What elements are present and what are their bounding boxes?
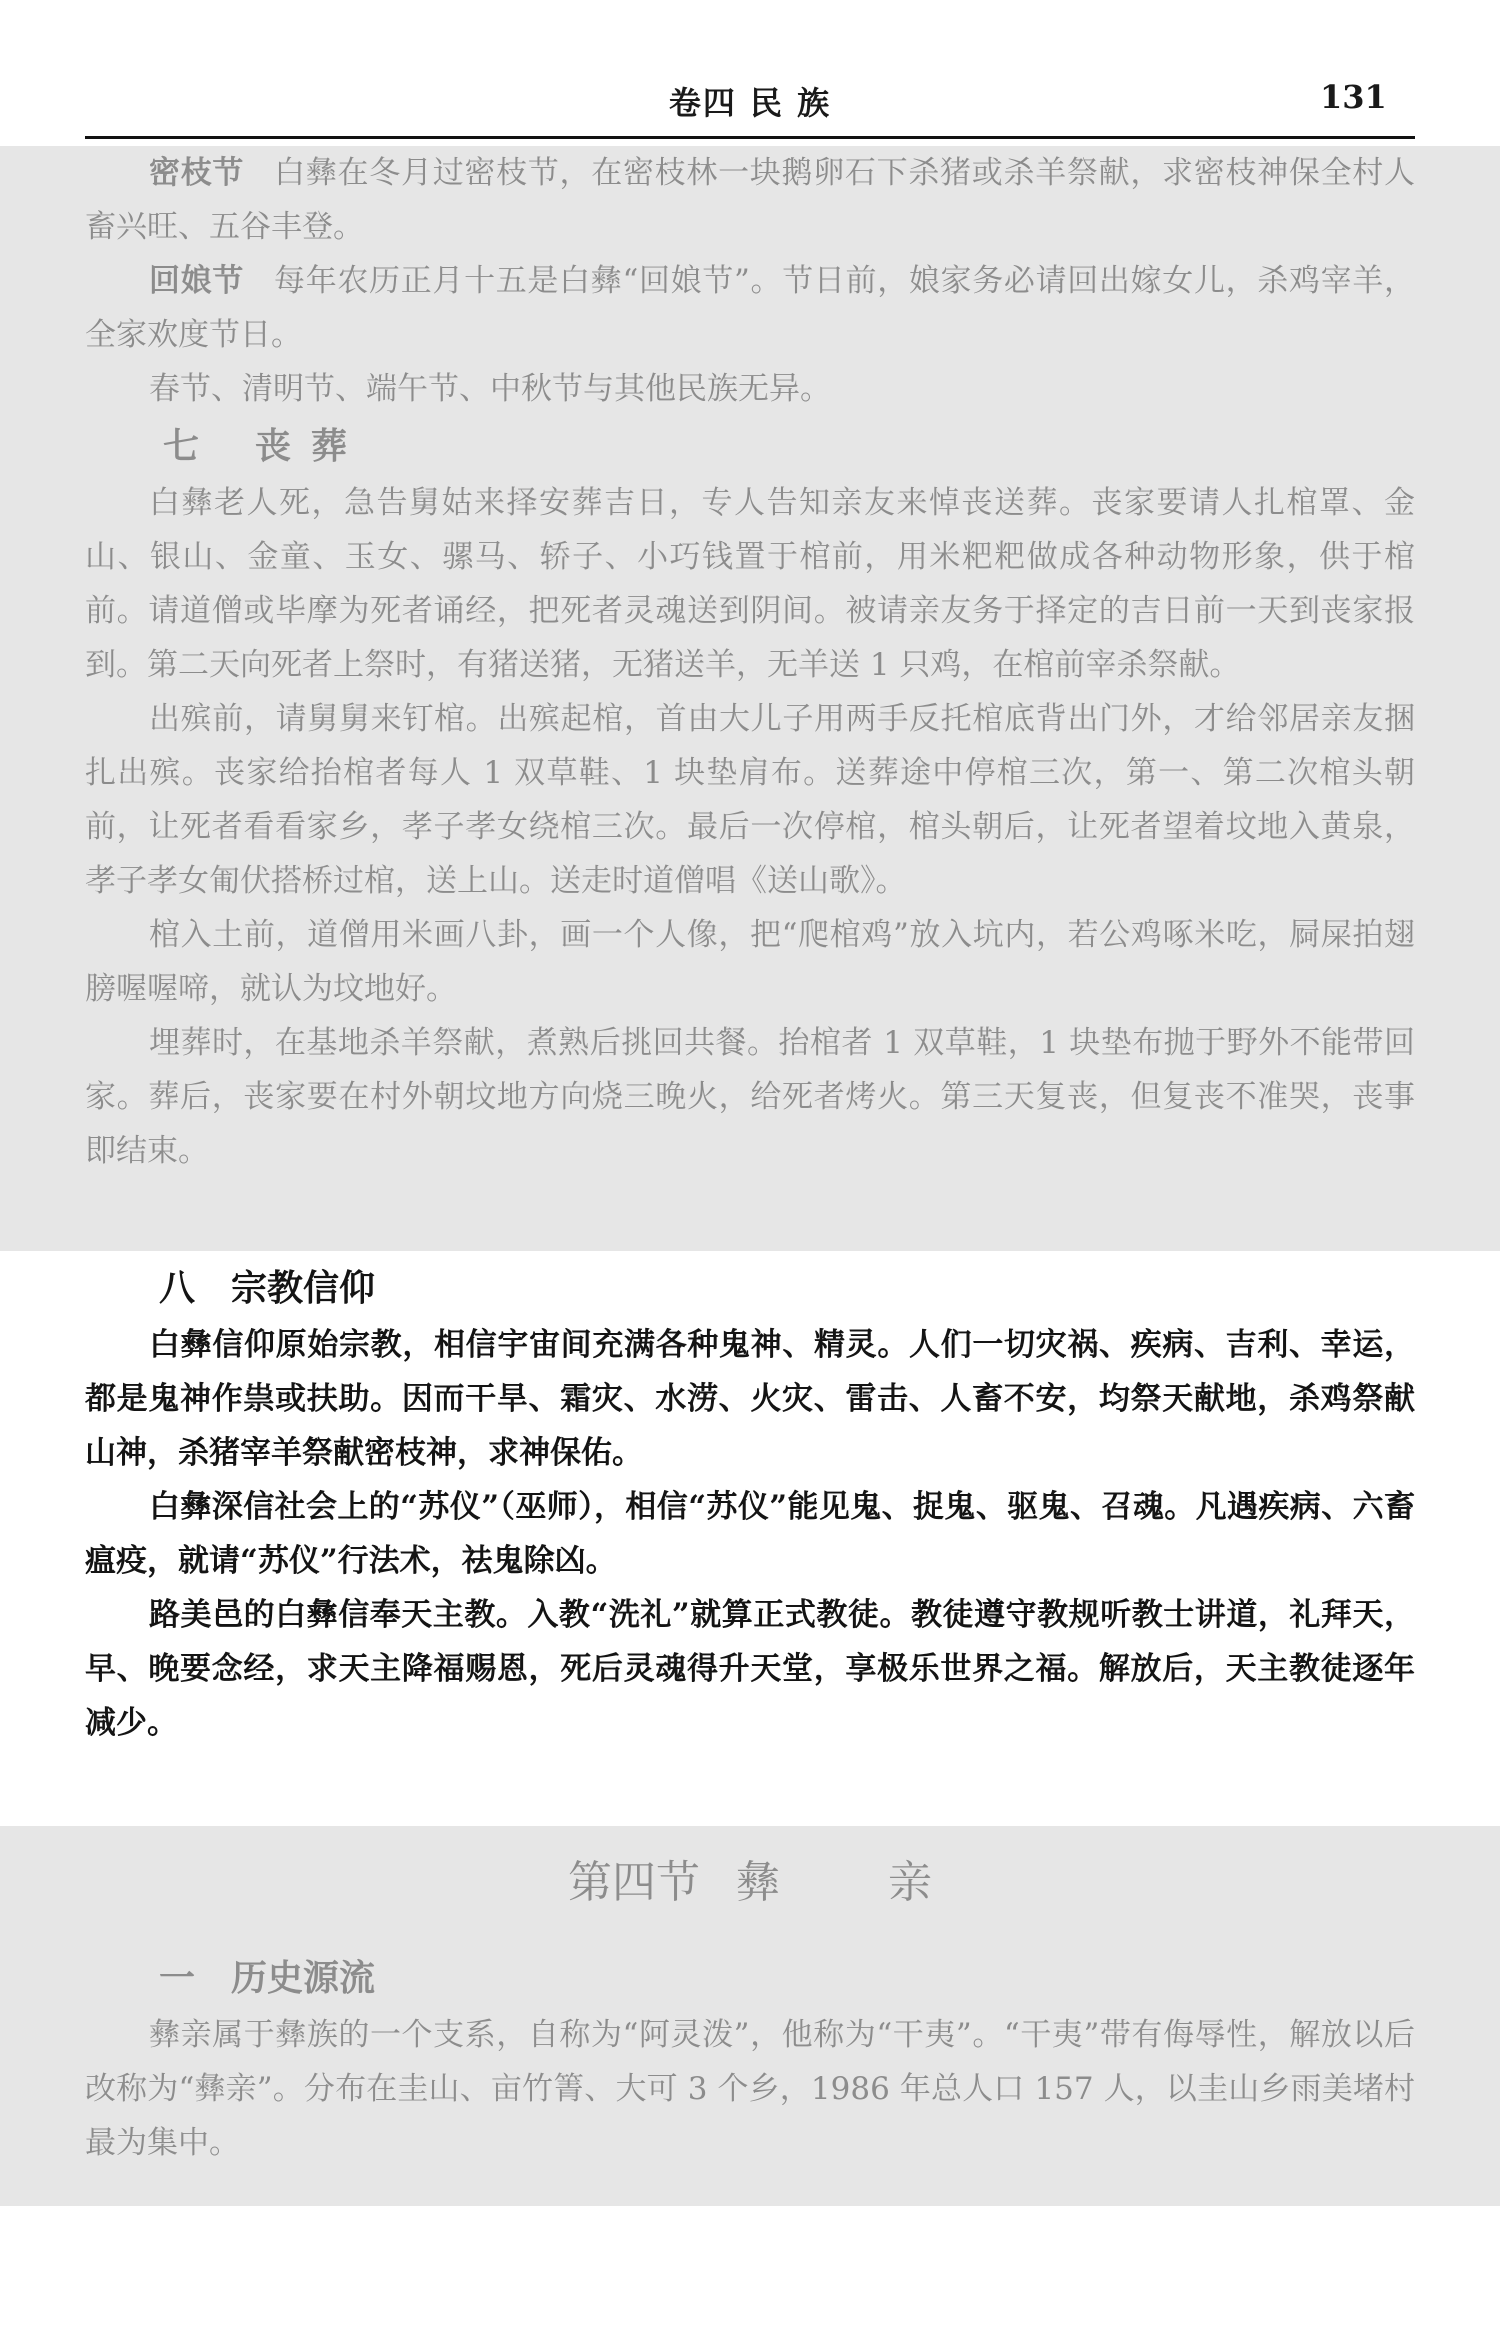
section-title (85, 1848, 1415, 1918)
block1-content (85, 146, 1415, 1178)
section-title-part-a: 第四节 (568, 1857, 700, 1908)
page-number: 131 (1320, 78, 1387, 116)
paragraph-funeral-3: 棺入土前，道僧用米画八卦，画一个人像，把“爬棺鸡”放入坑内，若公鸡啄米吃，屙屎拍翅膀喔喔啼，就认为坟地好。 (85, 917, 1415, 1007)
paragraph-huiniangjie (85, 254, 1415, 362)
heading-religion-number: 八 (159, 1267, 196, 1309)
page-header (0, 0, 1500, 140)
paragraph-history-1: 彝亲属于彝族的一个支系，自称为“阿灵泼”，他称为“干夷”。“干夷”带有侮辱性，解放以后改称为“彝亲”。分布在圭山、亩竹箐、大可 3 个乡，1986 年总人口 157 人，以圭山乡雨美堵村最为集中。 (85, 2017, 1415, 2161)
heading-history-text: 历史源流 (231, 1957, 376, 1999)
paragraph-religion-2: 白彝深信社会上的“苏仪”（巫师），相信“苏仪”能见鬼、捉鬼、驱鬼、召魂。凡遇疾病、六畜瘟疫，就请“苏仪”行法术，祛鬼除凶。 (85, 1489, 1415, 1579)
heading-religion (85, 1258, 1415, 1318)
term-miezhijie: 密枝节 (149, 155, 245, 191)
text-huiniangjie: 每年农历正月十五是白彝“回娘节”。节日前，娘家务必请回出嫁女儿，杀鸡宰羊，全家欢度节日。 (85, 263, 1415, 353)
header-rule (85, 136, 1415, 139)
section-title-part-b: 彝 (736, 1857, 780, 1908)
heading-history-number: 一 (159, 1957, 196, 1999)
paragraph-funeral-2: 出殡前，请舅舅来钉棺。出殡起棺，首由大儿子用两手反托棺底背出门外，才给邻居亲友捆扎出殡。丧家给抬棺者每人 1 双草鞋、1 块垫肩布。送葬途中停棺三次，第一、第二次棺头朝前，让死者看看家乡，孝子孝女绕棺三次。最后一次停棺，棺头朝后，让死者望着坟地入黄泉，孝子孝女匍伏搭桥过棺，送上山。送走时道僧唱《送山歌》。 (85, 701, 1415, 899)
paragraph-funeral-4: 埋葬时，在基地杀羊祭献，煮熟后挑回共餐。抬棺者 1 双草鞋，1 块垫布抛于野外不能带回家。葬后，丧家要在村外朝坟地方向烧三晚火，给死者烤火。第三天复丧，但复丧不准哭，丧事即结束。 (85, 1025, 1415, 1169)
paragraph-religion-1: 白彝信仰原始宗教，相信宇宙间充满各种鬼神、精灵。人们一切灾祸、疾病、吉利、幸运，都是鬼神作祟或扶助。因而干旱、霜灾、水涝、火灾、雷击、人畜不安，均祭天献地，杀鸡祭献山神，杀猪宰羊祭献密枝神，求神保佑。 (85, 1327, 1415, 1471)
faded-block-festivals-funeral (0, 146, 1500, 1251)
paragraph-funeral-1: 白彝老人死，急告舅姑来择安葬吉日，专人告知亲友来悼丧送葬。丧家要请人扎棺罩、金山、银山、金童、玉女、骡马、轿子、小巧钱置于棺前，用米粑粑做成各种动物形象，供于棺前。请道僧或毕摩为死者诵经，把死者灵魂送到阴间。被请亲友务于择定的吉日前一天到丧家报到。第二天向死者上祭时，有猪送猪，无猪送羊，无羊送 1 只鸡，在棺前宰杀祭献。 (85, 485, 1415, 683)
running-title: 卷四 民 族 (668, 84, 832, 122)
paragraph-other-festivals: 春节、清明节、端午节、中秋节与其他民族无异。 (149, 371, 831, 407)
paragraph-religion-3: 路美邑的白彝信奉天主教。入教“洗礼”就算正式教徒。教徒遵守教规听教士讲道，礼拜天，早、晚要念经，求天主降福赐恩，死后灵魂得升天堂，享极乐世界之福。解放后，天主教徒逐年减少。 (85, 1597, 1415, 1741)
block-religion (85, 1258, 1415, 1750)
heading-funeral-text: 丧葬 (255, 425, 368, 467)
block3-content (85, 1848, 1415, 2170)
text-miezhijie: 白彝在冬月过密枝节，在密枝林一块鹅卵石下杀猪或杀羊祭献，求密枝神保全村人畜兴旺、五谷丰登。 (85, 155, 1416, 245)
heading-history (85, 1948, 1415, 2008)
heading-funeral-number: 七 (163, 425, 220, 467)
paragraph-miezhijie (85, 146, 1415, 254)
faded-block-yiqin (0, 1826, 1500, 2206)
term-huiniangjie: 回娘节 (149, 263, 245, 299)
heading-funeral (85, 416, 1415, 476)
heading-religion-text: 宗教信仰 (231, 1267, 376, 1309)
section-title-part-c: 亲 (888, 1857, 932, 1908)
